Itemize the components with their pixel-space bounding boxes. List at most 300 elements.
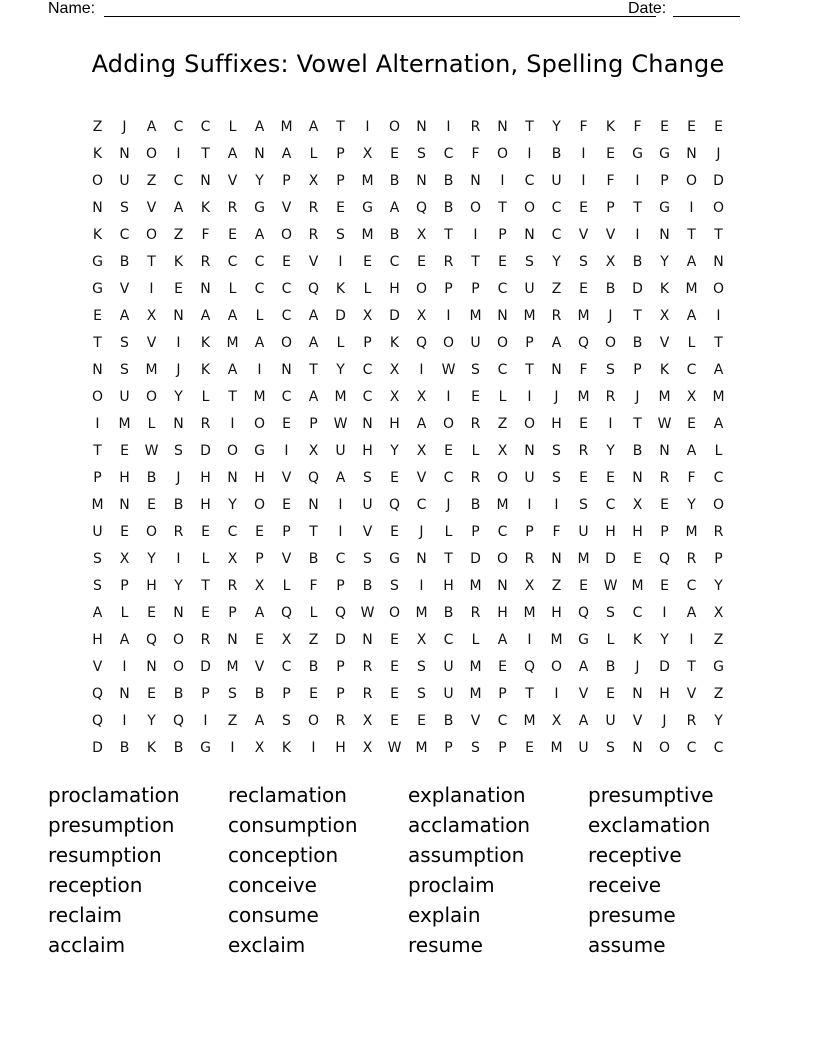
grid-letter[interactable]: B xyxy=(632,253,643,270)
grid-letter[interactable]: P xyxy=(282,685,291,702)
grid-letter[interactable]: J xyxy=(635,388,640,405)
grid-letter[interactable]: A xyxy=(92,604,103,621)
grid-letter[interactable]: I xyxy=(230,415,235,432)
grid-letter[interactable]: M xyxy=(658,388,671,405)
grid-letter[interactable]: S xyxy=(417,658,426,675)
grid-letter[interactable]: C xyxy=(497,712,508,729)
grid-letter[interactable]: V xyxy=(470,712,481,729)
grid-letter[interactable]: C xyxy=(551,226,562,243)
grid-letter[interactable]: N xyxy=(200,172,211,189)
grid-letter[interactable]: L xyxy=(201,388,210,405)
grid-letter[interactable]: I xyxy=(446,388,451,405)
grid-letter[interactable]: E xyxy=(417,712,426,729)
grid-letter[interactable]: E xyxy=(390,523,399,540)
grid-letter[interactable]: P xyxy=(120,577,129,594)
grid-letter[interactable]: J xyxy=(635,658,640,675)
grid-letter[interactable]: X xyxy=(308,442,319,459)
grid-letter[interactable]: I xyxy=(176,334,181,351)
grid-letter[interactable]: M xyxy=(361,226,374,243)
grid-letter[interactable]: D xyxy=(713,172,724,189)
grid-letter[interactable]: L xyxy=(201,550,210,567)
grid-letter[interactable]: I xyxy=(311,739,316,756)
grid-letter[interactable]: X xyxy=(524,577,535,594)
grid-letter[interactable]: N xyxy=(632,739,643,756)
grid-letter[interactable]: Y xyxy=(552,118,561,135)
grid-letter[interactable]: O xyxy=(523,199,536,216)
grid-letter[interactable]: U xyxy=(443,658,454,675)
grid-letter[interactable]: E xyxy=(309,685,318,702)
grid-letter[interactable]: E xyxy=(390,631,399,648)
grid-letter[interactable]: M xyxy=(361,172,374,189)
grid-letter[interactable]: M xyxy=(577,550,590,567)
grid-letter[interactable]: Z xyxy=(308,631,319,648)
grid-letter[interactable]: V xyxy=(227,172,238,189)
grid-letter[interactable]: T xyxy=(309,361,318,378)
grid-letter[interactable]: S xyxy=(579,253,588,270)
grid-letter[interactable]: K xyxy=(92,226,103,243)
grid-letter[interactable]: W xyxy=(657,415,672,432)
grid-letter[interactable]: S xyxy=(93,577,102,594)
grid-letter[interactable]: E xyxy=(120,523,129,540)
grid-letter[interactable]: Z xyxy=(497,415,508,432)
grid-letter[interactable]: O xyxy=(442,334,455,351)
grid-letter[interactable]: N xyxy=(713,253,724,270)
grid-letter[interactable]: B xyxy=(173,496,184,513)
grid-letter[interactable]: E xyxy=(390,658,399,675)
grid-letter[interactable]: X xyxy=(362,739,373,756)
grid-letter[interactable]: N xyxy=(92,199,103,216)
grid-letter[interactable]: L xyxy=(444,523,453,540)
grid-letter[interactable]: M xyxy=(631,577,644,594)
grid-letter[interactable]: A xyxy=(254,118,265,135)
grid-letter[interactable]: O xyxy=(145,226,158,243)
grid-letter[interactable]: I xyxy=(635,172,640,189)
grid-letter[interactable]: R xyxy=(605,388,616,405)
grid-letter[interactable]: C xyxy=(713,739,724,756)
grid-letter[interactable]: U xyxy=(578,523,589,540)
grid-letter[interactable]: A xyxy=(416,415,427,432)
grid-letter[interactable]: Y xyxy=(174,577,183,594)
grid-letter[interactable]: O xyxy=(685,172,698,189)
grid-letter[interactable]: R xyxy=(362,658,373,675)
grid-letter[interactable]: R xyxy=(470,469,481,486)
grid-letter[interactable]: D xyxy=(659,658,670,675)
grid-letter[interactable]: S xyxy=(606,604,615,621)
grid-letter[interactable]: A xyxy=(551,334,562,351)
grid-letter[interactable]: U xyxy=(443,685,454,702)
grid-letter[interactable]: I xyxy=(446,307,451,324)
grid-letter[interactable]: L xyxy=(363,280,372,297)
grid-letter[interactable]: P xyxy=(633,361,642,378)
grid-letter[interactable]: N xyxy=(119,145,130,162)
grid-letter[interactable]: O xyxy=(388,604,401,621)
grid-letter[interactable]: E xyxy=(147,496,156,513)
grid-letter[interactable]: E xyxy=(201,523,210,540)
grid-letter[interactable]: R xyxy=(578,442,589,459)
grid-letter[interactable]: R xyxy=(200,415,211,432)
grid-letter[interactable]: I xyxy=(581,145,586,162)
grid-letter[interactable]: S xyxy=(525,253,534,270)
grid-letter[interactable]: V xyxy=(362,523,373,540)
grid-letter[interactable]: L xyxy=(309,145,318,162)
grid-letter[interactable]: I xyxy=(419,361,424,378)
grid-letter[interactable]: O xyxy=(496,550,509,567)
grid-letter[interactable]: Y xyxy=(174,388,183,405)
grid-letter[interactable]: M xyxy=(577,307,590,324)
grid-letter[interactable]: H xyxy=(551,604,562,621)
grid-letter[interactable]: I xyxy=(608,415,613,432)
date-line[interactable] xyxy=(673,16,740,17)
grid-letter[interactable]: B xyxy=(551,145,562,162)
grid-letter[interactable]: S xyxy=(552,442,561,459)
grid-letter[interactable]: C xyxy=(416,496,427,513)
grid-letter[interactable]: S xyxy=(120,334,129,351)
grid-letter[interactable]: X xyxy=(416,307,427,324)
grid-letter[interactable]: L xyxy=(228,118,237,135)
grid-letter[interactable]: C xyxy=(173,118,184,135)
grid-letter[interactable]: J xyxy=(176,469,181,486)
grid-letter[interactable]: N xyxy=(551,361,562,378)
grid-letter[interactable]: S xyxy=(282,712,291,729)
grid-letter[interactable]: E xyxy=(147,685,156,702)
grid-letter[interactable]: D xyxy=(470,550,481,567)
grid-letter[interactable]: I xyxy=(662,604,667,621)
grid-letter[interactable]: Q xyxy=(91,685,104,702)
grid-letter[interactable]: A xyxy=(308,307,319,324)
grid-letter[interactable]: V xyxy=(578,685,589,702)
grid-letter[interactable]: Y xyxy=(552,253,561,270)
grid-letter[interactable]: C xyxy=(443,631,454,648)
grid-letter[interactable]: Y xyxy=(390,442,399,459)
grid-letter[interactable]: I xyxy=(230,739,235,756)
grid-letter[interactable]: M xyxy=(226,334,239,351)
grid-letter[interactable]: V xyxy=(308,253,319,270)
grid-letter[interactable]: A xyxy=(308,334,319,351)
grid-letter[interactable]: E xyxy=(660,577,669,594)
grid-letter[interactable]: E xyxy=(228,226,237,243)
grid-letter[interactable]: E xyxy=(363,253,372,270)
grid-letter[interactable]: T xyxy=(444,550,453,567)
grid-letter[interactable]: X xyxy=(362,712,373,729)
grid-letter[interactable]: Q xyxy=(388,496,401,513)
grid-letter[interactable]: V xyxy=(281,469,292,486)
grid-letter[interactable]: O xyxy=(712,280,725,297)
grid-letter[interactable]: A xyxy=(686,307,697,324)
grid-letter[interactable]: O xyxy=(172,658,185,675)
grid-letter[interactable]: P xyxy=(471,523,480,540)
grid-letter[interactable]: D xyxy=(605,550,616,567)
grid-letter[interactable]: O xyxy=(658,739,671,756)
grid-letter[interactable]: I xyxy=(149,280,154,297)
grid-letter[interactable]: P xyxy=(660,172,669,189)
grid-letter[interactable]: B xyxy=(254,685,265,702)
grid-letter[interactable]: Z xyxy=(146,172,157,189)
grid-letter[interactable]: X xyxy=(254,577,265,594)
grid-letter[interactable]: G xyxy=(659,199,670,216)
grid-letter[interactable]: N xyxy=(497,577,508,594)
grid-letter[interactable]: C xyxy=(173,172,184,189)
grid-letter[interactable]: L xyxy=(228,280,237,297)
grid-letter[interactable]: I xyxy=(554,496,559,513)
grid-letter[interactable]: R xyxy=(362,685,373,702)
grid-letter[interactable]: C xyxy=(254,280,265,297)
grid-letter[interactable]: I xyxy=(419,577,424,594)
grid-letter[interactable]: M xyxy=(712,388,725,405)
grid-letter[interactable]: S xyxy=(552,469,561,486)
grid-letter[interactable]: Q xyxy=(307,469,320,486)
grid-letter[interactable]: S xyxy=(390,577,399,594)
grid-letter[interactable]: E xyxy=(282,253,291,270)
grid-letter[interactable]: R xyxy=(308,226,319,243)
grid-letter[interactable]: W xyxy=(144,442,159,459)
grid-letter[interactable]: L xyxy=(282,577,291,594)
grid-letter[interactable]: Y xyxy=(606,442,615,459)
grid-letter[interactable]: E xyxy=(174,280,183,297)
grid-letter[interactable]: R xyxy=(470,415,481,432)
grid-letter[interactable]: P xyxy=(309,415,318,432)
grid-letter[interactable]: L xyxy=(714,442,723,459)
grid-letter[interactable]: A xyxy=(686,604,697,621)
grid-letter[interactable]: O xyxy=(172,631,185,648)
grid-letter[interactable]: C xyxy=(254,253,265,270)
grid-letter[interactable]: T xyxy=(525,118,534,135)
grid-letter[interactable]: V xyxy=(578,226,589,243)
grid-letter[interactable]: Q xyxy=(415,199,428,216)
grid-letter[interactable]: W xyxy=(333,415,348,432)
grid-letter[interactable]: I xyxy=(176,550,181,567)
grid-letter[interactable]: D xyxy=(92,739,103,756)
grid-letter[interactable]: E xyxy=(390,469,399,486)
grid-letter[interactable]: E xyxy=(498,253,507,270)
grid-letter[interactable]: R xyxy=(713,523,724,540)
grid-letter[interactable]: C xyxy=(227,523,238,540)
grid-letter[interactable]: C xyxy=(227,253,238,270)
grid-letter[interactable]: E xyxy=(714,118,723,135)
grid-letter[interactable]: Q xyxy=(172,712,185,729)
grid-letter[interactable]: B xyxy=(173,685,184,702)
grid-letter[interactable]: A xyxy=(335,469,346,486)
grid-letter[interactable]: T xyxy=(93,442,102,459)
grid-letter[interactable]: N xyxy=(551,550,562,567)
grid-letter[interactable]: V xyxy=(416,469,427,486)
grid-letter[interactable]: X xyxy=(362,307,373,324)
grid-letter[interactable]: R xyxy=(335,712,346,729)
grid-letter[interactable]: T xyxy=(633,415,642,432)
grid-letter[interactable]: C xyxy=(497,280,508,297)
grid-letter[interactable]: J xyxy=(419,523,424,540)
grid-letter[interactable]: I xyxy=(122,658,127,675)
grid-letter[interactable]: G xyxy=(632,145,643,162)
grid-letter[interactable]: R xyxy=(470,604,481,621)
grid-letter[interactable]: T xyxy=(714,334,723,351)
grid-letter[interactable]: P xyxy=(336,145,345,162)
grid-letter[interactable]: I xyxy=(284,442,289,459)
grid-letter[interactable]: U xyxy=(362,496,373,513)
grid-letter[interactable]: A xyxy=(713,361,724,378)
grid-letter[interactable]: P xyxy=(498,226,507,243)
grid-letter[interactable]: S xyxy=(93,550,102,567)
grid-letter[interactable]: O xyxy=(604,334,617,351)
grid-letter[interactable]: G xyxy=(659,145,670,162)
grid-letter[interactable]: A xyxy=(389,199,400,216)
grid-letter[interactable]: R xyxy=(200,631,211,648)
grid-letter[interactable]: H xyxy=(632,523,643,540)
grid-letter[interactable]: B xyxy=(443,199,454,216)
grid-letter[interactable]: Q xyxy=(334,604,347,621)
grid-letter[interactable]: M xyxy=(469,685,482,702)
grid-letter[interactable]: K xyxy=(659,361,670,378)
grid-letter[interactable]: N xyxy=(362,415,373,432)
grid-letter[interactable]: Y xyxy=(147,550,156,567)
grid-letter[interactable]: Q xyxy=(577,604,590,621)
grid-letter[interactable]: A xyxy=(308,388,319,405)
grid-letter[interactable]: N xyxy=(227,469,238,486)
grid-letter[interactable]: L xyxy=(471,442,480,459)
grid-letter[interactable]: E xyxy=(606,145,615,162)
grid-letter[interactable]: P xyxy=(336,685,345,702)
grid-letter[interactable]: V xyxy=(605,226,616,243)
grid-letter[interactable]: Q xyxy=(280,604,293,621)
grid-letter[interactable]: B xyxy=(470,496,481,513)
grid-letter[interactable]: B xyxy=(443,712,454,729)
grid-letter[interactable]: E xyxy=(687,118,696,135)
grid-letter[interactable]: O xyxy=(91,388,104,405)
grid-letter[interactable]: C xyxy=(200,118,211,135)
grid-letter[interactable]: C xyxy=(281,307,292,324)
grid-letter[interactable]: B xyxy=(173,739,184,756)
grid-letter[interactable]: H xyxy=(362,442,373,459)
grid-letter[interactable]: A xyxy=(308,118,319,135)
grid-letter[interactable]: M xyxy=(415,739,428,756)
grid-letter[interactable]: O xyxy=(523,415,536,432)
grid-letter[interactable]: A xyxy=(254,334,265,351)
grid-letter[interactable]: N xyxy=(416,550,427,567)
grid-letter[interactable]: V xyxy=(146,334,157,351)
grid-letter[interactable]: P xyxy=(660,523,669,540)
grid-letter[interactable]: E xyxy=(579,577,588,594)
grid-letter[interactable]: O xyxy=(91,172,104,189)
grid-letter[interactable]: U xyxy=(119,172,130,189)
grid-letter[interactable]: L xyxy=(498,388,507,405)
grid-letter[interactable]: R xyxy=(686,712,697,729)
grid-letter[interactable]: Q xyxy=(658,550,671,567)
grid-letter[interactable]: E xyxy=(93,307,102,324)
grid-letter[interactable]: C xyxy=(281,658,292,675)
grid-letter[interactable]: N xyxy=(362,631,373,648)
grid-letter[interactable]: C xyxy=(713,469,724,486)
grid-letter[interactable]: X xyxy=(281,631,292,648)
grid-letter[interactable]: N xyxy=(524,442,535,459)
grid-letter[interactable]: Z xyxy=(713,685,724,702)
grid-letter[interactable]: R xyxy=(173,523,184,540)
grid-letter[interactable]: A xyxy=(227,307,238,324)
grid-letter[interactable]: M xyxy=(118,415,131,432)
grid-letter[interactable]: J xyxy=(662,712,667,729)
grid-letter[interactable]: K xyxy=(200,334,211,351)
grid-letter[interactable]: G xyxy=(200,739,211,756)
grid-letter[interactable]: Z xyxy=(551,577,562,594)
grid-letter[interactable]: I xyxy=(338,496,343,513)
grid-letter[interactable]: K xyxy=(92,145,103,162)
grid-letter[interactable]: E xyxy=(606,685,615,702)
grid-letter[interactable]: A xyxy=(254,226,265,243)
grid-letter[interactable]: E xyxy=(579,199,588,216)
grid-letter[interactable]: R xyxy=(308,199,319,216)
grid-letter[interactable]: P xyxy=(255,550,264,567)
grid-letter[interactable]: C xyxy=(497,361,508,378)
grid-letter[interactable]: G xyxy=(92,280,103,297)
grid-letter[interactable]: I xyxy=(527,496,532,513)
grid-letter[interactable]: P xyxy=(336,658,345,675)
grid-letter[interactable]: O xyxy=(145,388,158,405)
grid-letter[interactable]: M xyxy=(550,739,563,756)
grid-letter[interactable]: L xyxy=(687,334,696,351)
grid-letter[interactable]: C xyxy=(686,577,697,594)
grid-letter[interactable]: K xyxy=(200,199,211,216)
grid-letter[interactable]: C xyxy=(551,199,562,216)
grid-letter[interactable]: B xyxy=(605,658,616,675)
grid-letter[interactable]: B xyxy=(119,253,130,270)
grid-letter[interactable]: C xyxy=(362,388,373,405)
grid-letter[interactable]: N xyxy=(119,496,130,513)
grid-letter[interactable]: I xyxy=(581,172,586,189)
grid-letter[interactable]: S xyxy=(228,685,237,702)
grid-letter[interactable]: E xyxy=(633,550,642,567)
grid-letter[interactable]: S xyxy=(120,361,129,378)
grid-letter[interactable]: P xyxy=(444,280,453,297)
grid-letter[interactable]: M xyxy=(550,631,563,648)
grid-letter[interactable]: P xyxy=(363,334,372,351)
grid-letter[interactable]: M xyxy=(469,307,482,324)
grid-letter[interactable]: N xyxy=(281,361,292,378)
grid-letter[interactable]: X xyxy=(119,550,130,567)
grid-letter[interactable]: I xyxy=(527,388,532,405)
grid-letter[interactable]: O xyxy=(388,118,401,135)
grid-letter[interactable]: K xyxy=(200,361,211,378)
grid-letter[interactable]: E xyxy=(660,118,669,135)
grid-letter[interactable]: F xyxy=(552,523,561,540)
grid-letter[interactable]: T xyxy=(201,145,210,162)
grid-letter[interactable]: A xyxy=(119,631,130,648)
grid-letter[interactable]: H xyxy=(335,739,346,756)
grid-letter[interactable]: N xyxy=(632,469,643,486)
grid-letter[interactable]: Z xyxy=(227,712,238,729)
grid-letter[interactable]: B xyxy=(308,658,319,675)
grid-letter[interactable]: S xyxy=(471,361,480,378)
grid-letter[interactable]: E xyxy=(660,496,669,513)
grid-letter[interactable]: E xyxy=(579,415,588,432)
grid-letter[interactable]: B xyxy=(119,739,130,756)
grid-letter[interactable]: G xyxy=(389,550,400,567)
grid-letter[interactable]: L xyxy=(255,307,264,324)
grid-letter[interactable]: B xyxy=(443,172,454,189)
grid-letter[interactable]: X xyxy=(659,307,670,324)
grid-letter[interactable]: S xyxy=(417,685,426,702)
grid-letter[interactable]: B xyxy=(632,334,643,351)
grid-letter[interactable]: E xyxy=(255,631,264,648)
grid-letter[interactable]: V xyxy=(659,334,670,351)
grid-letter[interactable]: B xyxy=(389,226,400,243)
grid-letter[interactable]: X xyxy=(551,712,562,729)
grid-letter[interactable]: T xyxy=(201,577,210,594)
grid-letter[interactable]: P xyxy=(201,685,210,702)
grid-letter[interactable]: V xyxy=(92,658,103,675)
grid-letter[interactable]: X xyxy=(632,496,643,513)
grid-letter[interactable]: Z xyxy=(173,226,184,243)
grid-letter[interactable]: C xyxy=(335,550,346,567)
grid-letter[interactable]: R xyxy=(227,199,238,216)
grid-letter[interactable]: A xyxy=(254,604,265,621)
